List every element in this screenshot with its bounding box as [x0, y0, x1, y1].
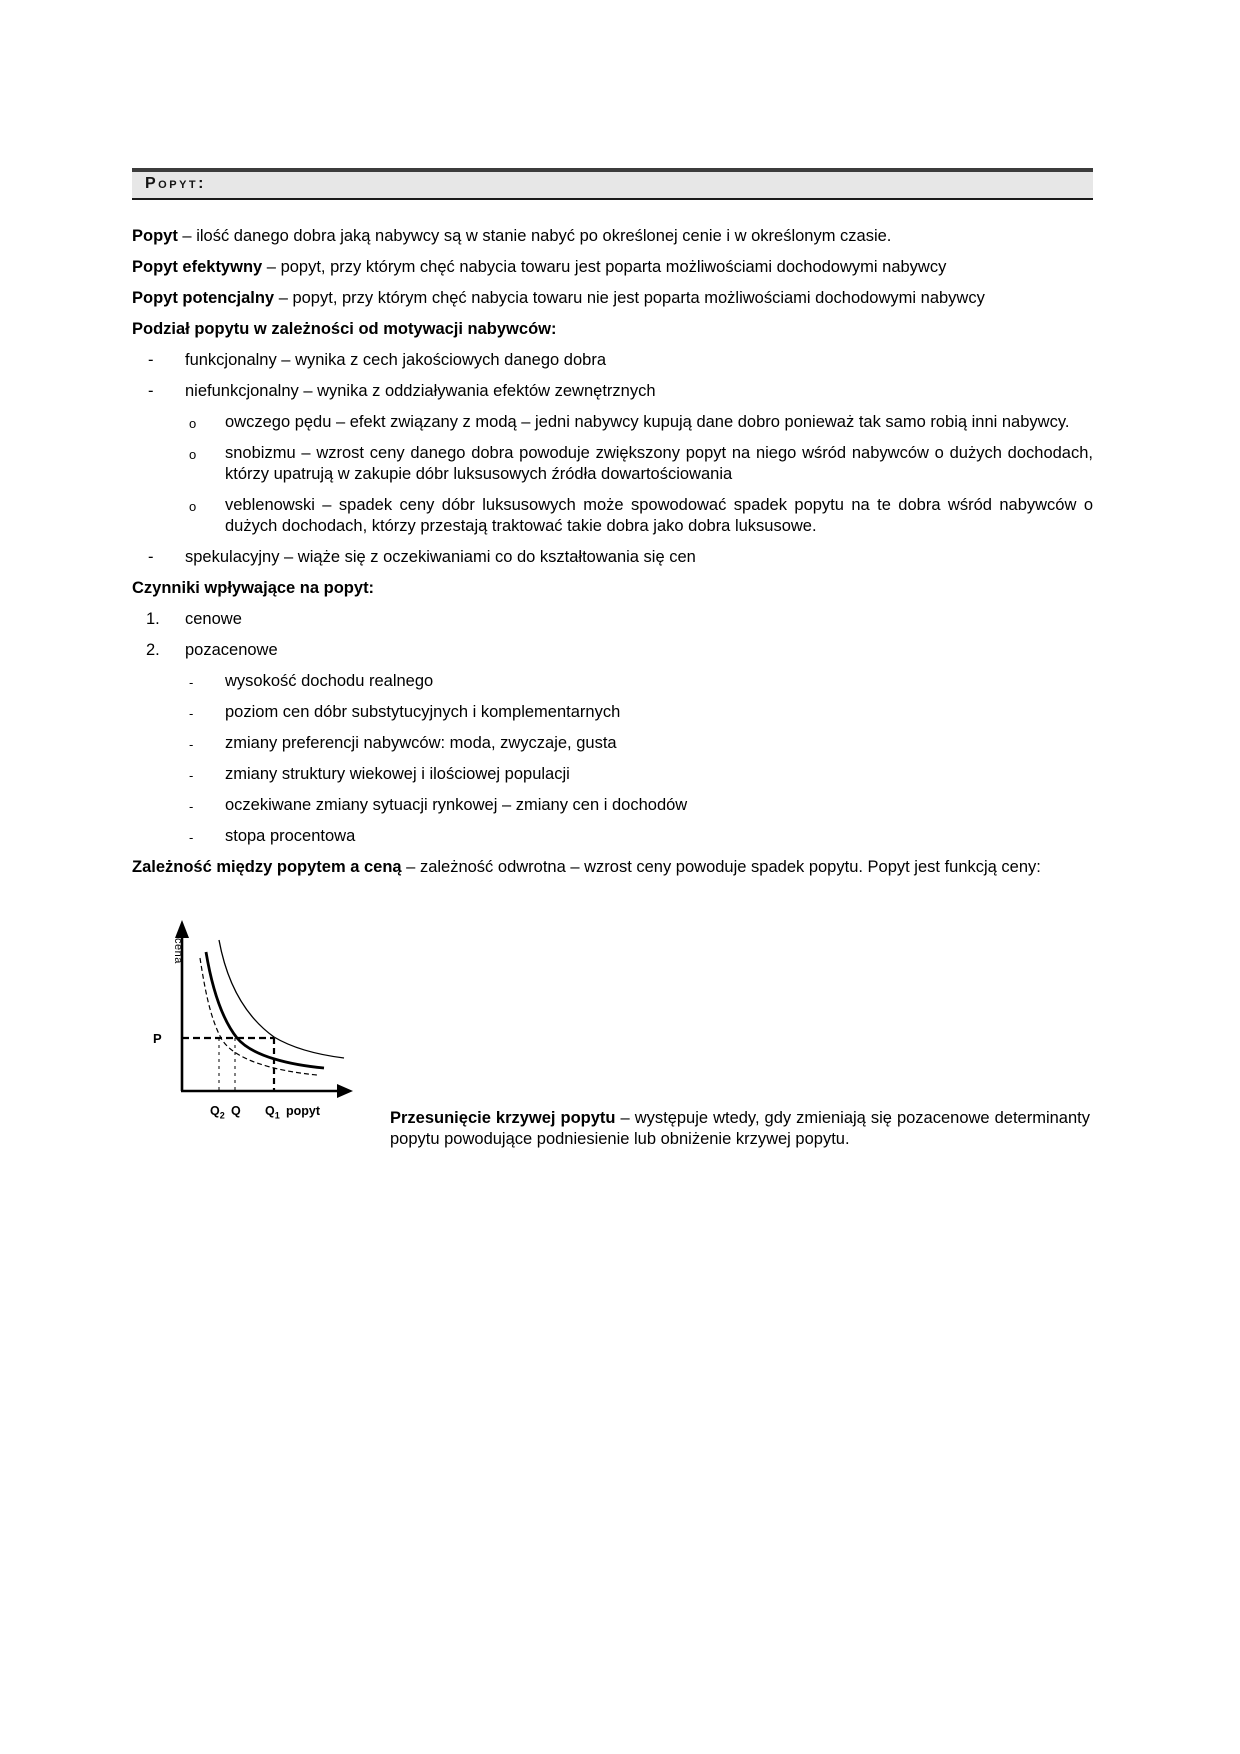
- list-item-text: owczego pędu – efekt związany z modą – jedni nabywcy kupują dane dobro ponieważ tak samo robią inni nabywcy.: [225, 413, 1070, 431]
- list-item: [132, 764, 1093, 785]
- y-axis-arrow-icon: [175, 920, 189, 938]
- o-bullet: o: [189, 499, 197, 514]
- list-item: [132, 495, 1093, 537]
- list-item: [132, 671, 1093, 692]
- paragraph-zaleznosc: [132, 857, 1093, 878]
- list-item: [132, 381, 1093, 402]
- page-content: [132, 168, 1093, 1171]
- list-item: [132, 412, 1093, 433]
- definition-popyt-efektywny: [132, 257, 1093, 278]
- demand-curve-chart: [140, 916, 375, 1131]
- definition-popyt: [132, 226, 1093, 247]
- numbered-item: [132, 640, 1093, 661]
- zaleznosc-text: – zależność odwrotna – wzrost ceny powoduje spadek popytu. Popyt jest funkcją ceny:: [401, 858, 1041, 876]
- price-tick-label: P: [153, 1031, 162, 1046]
- dash-bullet: -: [189, 675, 194, 690]
- o-bullet: o: [189, 447, 197, 462]
- definition-term: Popyt: [132, 227, 178, 245]
- number-marker: 2.: [146, 641, 160, 659]
- list-item: [132, 826, 1093, 847]
- number-marker: 1.: [146, 610, 160, 628]
- dash-bullet: -: [189, 706, 194, 721]
- definition-text: – popyt, przy którym chęć nabycia towaru nie jest poparta możliwościami dochodowymi nabywcy: [274, 289, 985, 307]
- list-item-text: pozacenowe: [185, 641, 278, 659]
- o-bullet: o: [189, 416, 197, 431]
- x-axis-arrow-icon: [337, 1084, 353, 1098]
- dash-bullet: -: [189, 737, 194, 752]
- list-item: [132, 443, 1093, 485]
- list-item-text: poziom cen dóbr substytucyjnych i komplementarnych: [225, 703, 621, 721]
- dash-bullet: -: [189, 799, 194, 814]
- list-item-text: cenowe: [185, 610, 242, 628]
- heading-podzial-popytu: Podział popytu w zależności od motywacji nabywców:: [132, 320, 557, 338]
- definition-text: – ilość danego dobra jaką nabywcy są w stanie nabyć po określonej cenie i w określonym czasie.: [177, 227, 892, 245]
- list-item: [132, 795, 1093, 816]
- demand-curve-shifted-left: [200, 958, 317, 1075]
- list-item-text: snobizmu – wzrost ceny danego dobra powoduje zwiększony popyt na niego wśród nabywców o dużych dochodach, którzy upatrują w zakupie dóbr luksusowych źródła dowartościowania: [225, 444, 1093, 483]
- definition-text: – popyt, przy którym chęć nabycia towaru jest poparta możliwościami dochodowymi nabywcy: [262, 258, 947, 276]
- section-title: Popyt:: [145, 175, 206, 192]
- definition-term: Popyt efektywny: [132, 258, 263, 276]
- dash-bullet: -: [148, 351, 154, 369]
- dash-bullet: -: [148, 382, 154, 400]
- caption-text: – występuje wtedy, gdy zmieniają się pozacenowe determinanty popytu powodujące podniesienie lub obniżenie krzywej popytu.: [390, 1109, 1090, 1148]
- body-text: [132, 226, 1093, 1171]
- list-item-text: veblenowski – spadek ceny dóbr luksusowych może spowodować spadek popytu na te dobra wśród nabywców o dużych dochodach, którzy przestają traktować takie dobra jako dobra luksusowe.: [225, 496, 1093, 535]
- list-item: [132, 702, 1093, 723]
- list-item-text: zmiany struktury wiekowej i ilościowej populacji: [225, 765, 570, 783]
- heading-czynniki: Czynniki wpływające na popyt:: [132, 579, 375, 597]
- q1-tick-label: $Q_1$: [265, 1104, 280, 1121]
- q2-tick-label: $Q_2$: [210, 1104, 225, 1121]
- list-item-text: stopa procentowa: [225, 827, 356, 845]
- list-item: [132, 733, 1093, 754]
- definition-popyt-potencjalny: [132, 288, 1093, 309]
- section-header-band: [132, 168, 1093, 200]
- list-item-text: funkcjonalny – wynika z cech jakościowych danego dobra: [185, 351, 606, 369]
- list-item-text: zmiany preferencji nabywców: moda, zwyczaje, gusta: [225, 734, 617, 752]
- list-item: [132, 547, 1093, 568]
- figure-caption: [390, 1108, 1090, 1150]
- dash-bullet: -: [189, 768, 194, 783]
- zaleznosc-term: Zależność między popytem a ceną: [132, 858, 402, 876]
- definition-term: Popyt potencjalny: [132, 289, 275, 307]
- list-item-text: spekulacyjny – wiąże się z oczekiwaniami co do kształtowania się cen: [185, 548, 696, 566]
- dash-bullet: -: [189, 830, 194, 845]
- list-item-text: niefunkcjonalny – wynika z oddziaływania efektów zewnętrznych: [185, 382, 656, 400]
- caption-term: Przesunięcie krzywej popytu: [390, 1109, 616, 1127]
- list-item-text: wysokość dochodu realnego: [225, 672, 434, 690]
- dash-bullet: -: [148, 548, 154, 566]
- list-item-text: oczekiwane zmiany sytuacji rynkowej – zmiany cen i dochodów: [225, 796, 688, 814]
- demand-curve-figure: [132, 916, 1093, 1171]
- q-tick-label: Q: [231, 1104, 241, 1118]
- list-item: [132, 350, 1093, 371]
- x-axis-label: popyt: [286, 1104, 321, 1118]
- numbered-item: [132, 609, 1093, 630]
- y-axis-label: cena: [172, 938, 184, 964]
